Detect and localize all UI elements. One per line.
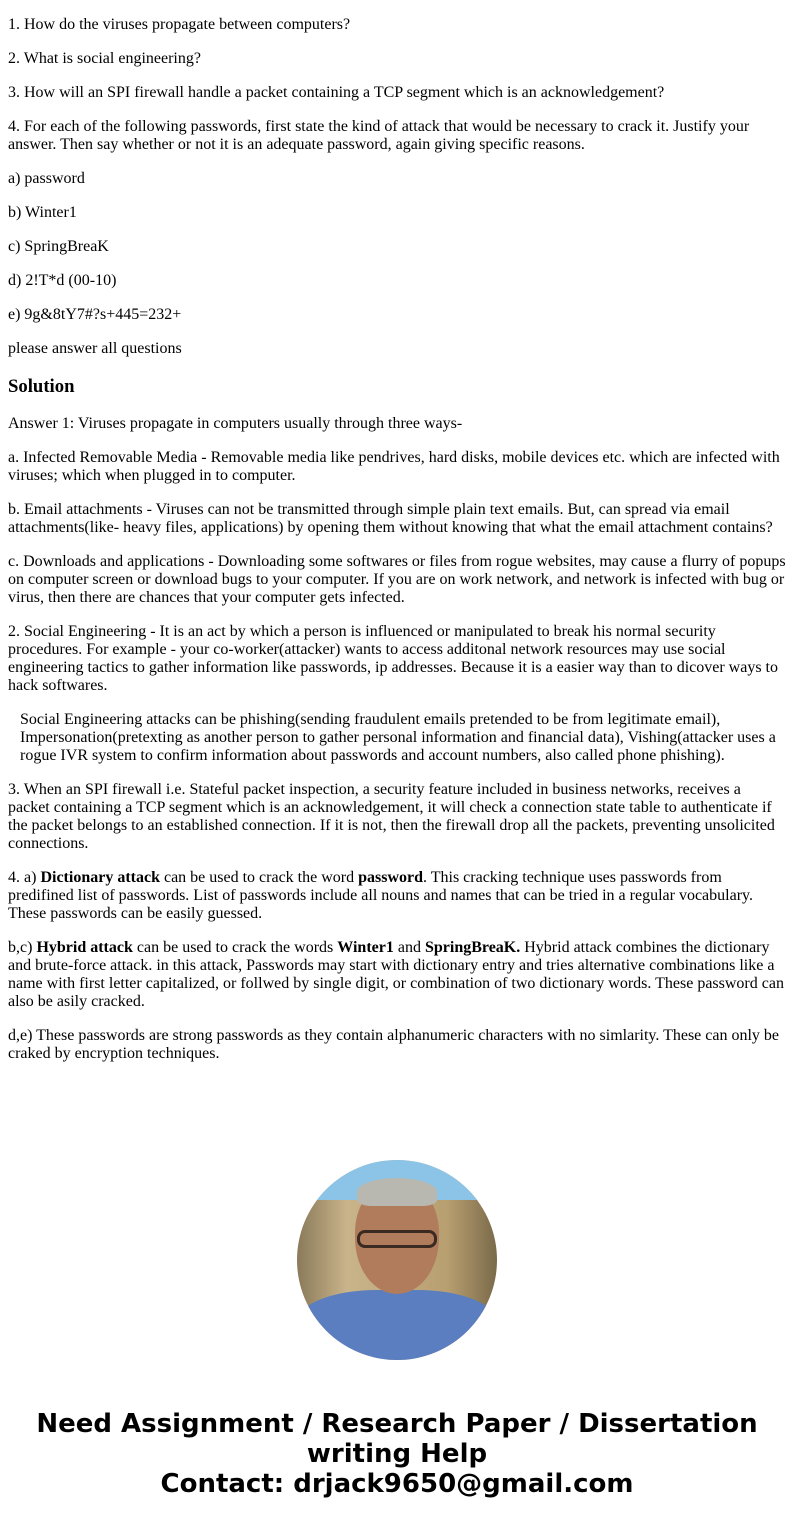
avatar-glasses (357, 1230, 437, 1248)
answer-paragraph: d,e) These passwords are strong passwords as they contain alphanumeric characters with no simlarity. These can only be craked by encryption techniques. (8, 1027, 780, 1062)
avatar (297, 1160, 497, 1360)
question: 2. What is social engineering? (8, 50, 201, 67)
bold-term: Dictionary attack (40, 869, 160, 886)
question-option: c) SpringBreaK (8, 238, 109, 255)
bold-term: Hybrid attack (36, 939, 133, 956)
answer-paragraph: c. Downloads and applications - Downloading some softwares or files from rogue websites, may cause a flurry of popups on computer screen or download bugs to your computer. If you are on work network, and network is infected with bug or virus, then there are chances that your computer gets infected. (8, 553, 786, 606)
text: can be used to crack the words (132, 939, 338, 956)
footer-banner (0, 1409, 794, 1499)
question-list (8, 16, 786, 358)
answer-paragraph: 2. Social Engineering - It is an act by which a person is influenced or manipulated to break his normal security procedures. For example - your co-worker(attacker) wants to access additonal network resources may use social engineering tactics to gather information like passwords, ip addresses. Because it is a easier way than to dicover ways to hack softwares. (8, 623, 778, 694)
answer-paragraph: 3. When an SPI firewall i.e. Stateful packet inspection, a security feature included in business networks, receives a packet containing a TCP segment which is an acknowledgement, it will check a connection state table to authenticate if the packet belongs to an established connection. If it is not, then the firewall drop all the packets, preventing unsolicited connections. (8, 781, 775, 852)
question-option: e) 9g&8tY7#?s+445=232+ (8, 306, 182, 323)
solution-heading: Solution (8, 376, 75, 397)
answer-paragraph: Answer 1: Viruses propagate in computers usually through three ways- (8, 415, 463, 432)
question-note: please answer all questions (8, 340, 182, 357)
avatar-hair (357, 1178, 437, 1206)
text: can be used to crack the word (159, 869, 359, 886)
text: 4. a) (8, 869, 41, 886)
avatar-shirt (297, 1290, 497, 1360)
answer-list (8, 415, 786, 1063)
answer-paragraph: b. Email attachments - Viruses can not be transmitted through simple plain text emails. But, can spread via email attachments(like- heavy files, applications) by opening them without knowing that what the email attachment contains? (8, 501, 773, 536)
text: . This cracking technique uses passwords from predifined list of passwords. List of passwords include all nouns and names that can be tried in a regular vocabulary. These passwords can be easily guessed. (8, 869, 753, 922)
bold-term: Winter1 (337, 939, 394, 956)
question: 4. For each of the following passwords, first state the kind of attack that would be necessary to crack it. Justify your answer. Then say whether or not it is an adequate password, again giving specific reasons. (8, 118, 750, 153)
question-option: b) Winter1 (8, 204, 77, 221)
document (0, 16, 794, 1063)
answer-paragraph: a. Infected Removable Media - Removable media like pendrives, hard disks, mobile devices etc. which are infected with viruses; which when plugged in to computer. (8, 449, 780, 484)
footer-headline: Need Assignment / Research Paper / Dissertation writing Help (36, 1409, 758, 1469)
footer-contact: Contact: drjack9650@gmail.com (160, 1469, 634, 1499)
question-option: d) 2!T*d (00-10) (8, 272, 117, 289)
text: b,c) (8, 939, 37, 956)
answer-paragraph: Social Engineering attacks can be phishing(sending fraudulent emails pretended to be from legitimate email), Impersonation(pretexting as another person to gather personal information and financial data), Vishing(attacker uses a rogue IVR system to confirm information about passwords and account numbers, also called phone phishing). (20, 711, 776, 764)
question-option: a) password (8, 170, 85, 187)
answer-paragraph (8, 939, 786, 1011)
bold-term: password (358, 869, 424, 886)
text: and (393, 939, 425, 956)
question: 3. How will an SPI firewall handle a packet containing a TCP segment which is an acknowledgement? (8, 84, 665, 101)
question: 1. How do the viruses propagate between computers? (8, 16, 351, 33)
answer-paragraph (8, 869, 786, 923)
avatar-container (0, 1160, 794, 1360)
bold-term: SpringBreaK. (424, 939, 521, 956)
text: Hybrid attack combines the dictionary and brute-force attack. in this attack, Passwords may start with dictionary entry and tries alternative combinations like a name with first letter capitalized, or follwed by single digit, or combination of two dictionary words. These password can also be asily cracked. (8, 939, 784, 1010)
